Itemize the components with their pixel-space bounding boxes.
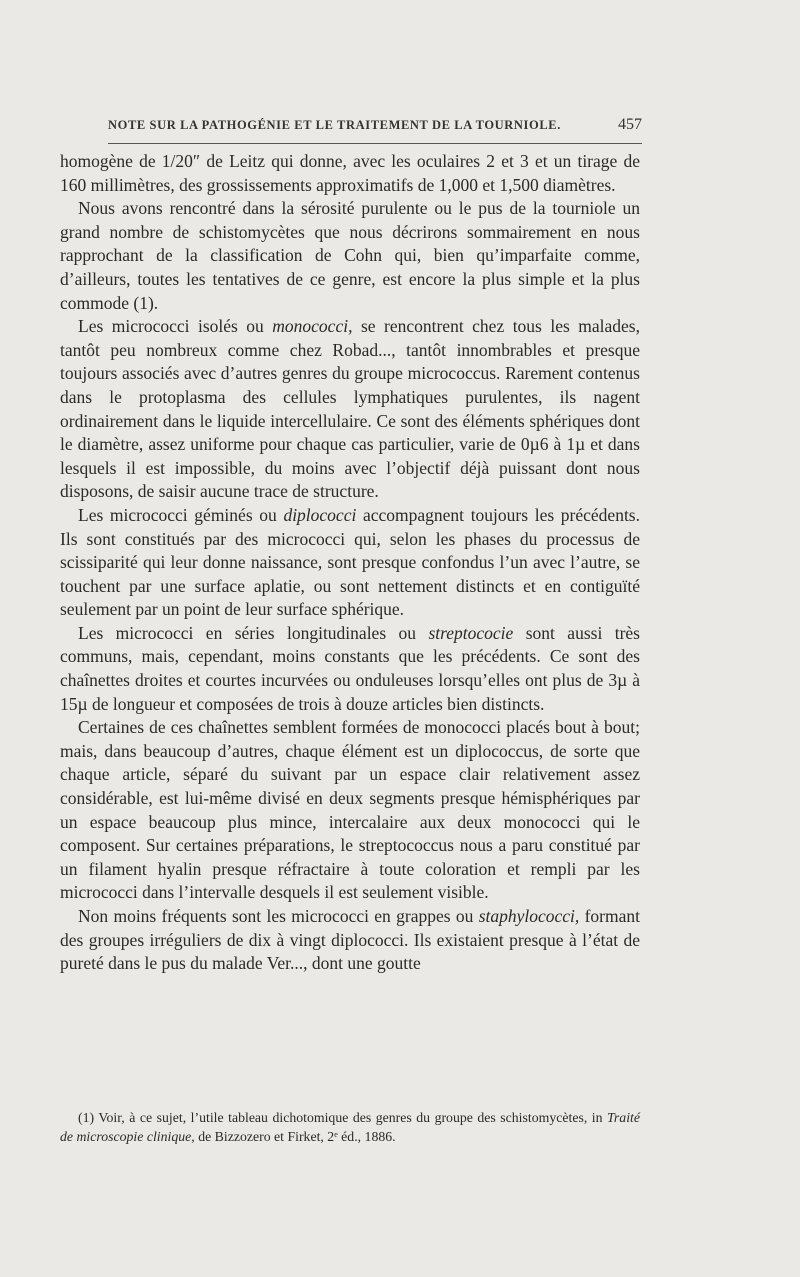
footnote-text: de Bizzozero et Firket, 2ᵉ éd., 1886. bbox=[194, 1129, 396, 1144]
paragraph-text: homogène de 1/20″ de Leitz qui donne, avec les oculaires 2 et 3 et un tirage de 160 millimètres, des grossissements approximatifs de 1,000 et 1,500 diamètres. bbox=[60, 151, 640, 195]
body-paragraph bbox=[60, 622, 640, 716]
italic-term: staphylococci, bbox=[478, 906, 580, 926]
italic-term: diplococci bbox=[283, 504, 357, 525]
paragraph-text: accompagnent toujours les précédents. Ils sont constitués par des micrococci qui, selon les phases du processus de scissiparité qui leur donne naissance, sont presque confondus l’un avec l’autre, se touchent par une surface aplatie, ou sont nettement distincts et en contiguïté seulement par un point de leur surface sphérique. bbox=[60, 504, 640, 620]
page-number: 457 bbox=[618, 116, 642, 133]
footnote-title: Traité de microscopie clinique, bbox=[60, 1110, 640, 1144]
body-paragraph bbox=[60, 504, 640, 622]
paragraph-text: Certaines de ces chaînettes semblent formées de monococci placés bout à bout; mais, dans beaucoup d’autres, chaque élément est un diplococcus, de sorte que chaque article, séparé du suivant par un espace clair relativement assez considérable, est lui-même divisé en deux segments presque hémisphériques par un espace beaucoup plus mince, intercalaire aux deux monococci qui le composent. Sur certaines préparations, le streptococcus nous a paru constitué par un filament hyalin presque réfractaire à toute coloration et rempli par les micrococci dans l’intervalle desquels il est seulement visible. bbox=[60, 717, 640, 903]
header-rule bbox=[108, 143, 642, 144]
footnote bbox=[60, 1108, 640, 1146]
footnote-area bbox=[60, 1108, 640, 1146]
italic-term: streptococie bbox=[428, 622, 514, 643]
paragraph-text: sont aussi très communs, mais, cependant, moins constants que les précédents. Ce sont des chaînettes droites et courtes incurvées ou onduleuses lorsqu’elles ont plus de 3µ à 15µ de longueur et composées de trois à douze articles bien distincts. bbox=[60, 622, 640, 714]
body-paragraph bbox=[60, 197, 640, 315]
paragraph-text: Les micrococci géminés ou bbox=[78, 504, 284, 525]
paragraph-text: Nous avons rencontré dans la sérosité purulente ou le pus de la tourniole un grand nombre de schistomycètes que nous décrirons sommairement en nous rapprochant de la classification de Cohn qui, bien qu’imparfaite comme, d’ailleurs, toutes les tentatives de ce genre, est encore la plus simple et la plus commode (1). bbox=[60, 198, 640, 313]
body-text bbox=[60, 150, 640, 976]
body-paragraph bbox=[60, 315, 640, 504]
running-title: NOTE SUR LA PATHOGÉNIE ET LE TRAITEMENT DE LA TOURNIOLE. bbox=[108, 118, 561, 132]
paragraph-text: Les micrococci en séries longitudinales ou bbox=[78, 622, 429, 643]
footnote-text: (1) Voir, à ce sujet, l’utile tableau dichotomique des genres du groupe des schistomycètes, in bbox=[78, 1110, 608, 1125]
body-paragraph bbox=[60, 716, 640, 905]
italic-term: monococci, bbox=[272, 316, 353, 337]
paragraph-text: Les micrococci isolés ou bbox=[78, 316, 273, 337]
paragraph-text: formant des groupes irréguliers de dix à vingt diplococci. Ils existaient presque à l’état de pureté dans le pus du malade Ver..., dont une goutte bbox=[60, 906, 640, 974]
body-paragraph bbox=[60, 905, 640, 976]
body-paragraph bbox=[60, 150, 640, 197]
paragraph-text: Non moins fréquents sont les micrococci en grappes ou bbox=[78, 906, 479, 926]
paragraph-text: se rencontrent chez tous les malades, tantôt peu nombreux comme chez Robad..., tantôt innombrables et presque toujours associés avec d’autres genres du groupe micrococcus. Rarement contenus dans le protoplasma des cellules lymphatiques purulentes, ils nagent ordinairement dans le liquide intercellulaire. Ce sont des éléments sphériques dont le diamètre, assez uniforme pour chaque cas particulier, varie de 0µ6 à 1µ et dans lesquels il est impossible, du moins avec l’objectif déjà puissant dont nous disposons, de saisir aucune trace de structure. bbox=[60, 316, 640, 502]
running-head bbox=[108, 116, 642, 140]
